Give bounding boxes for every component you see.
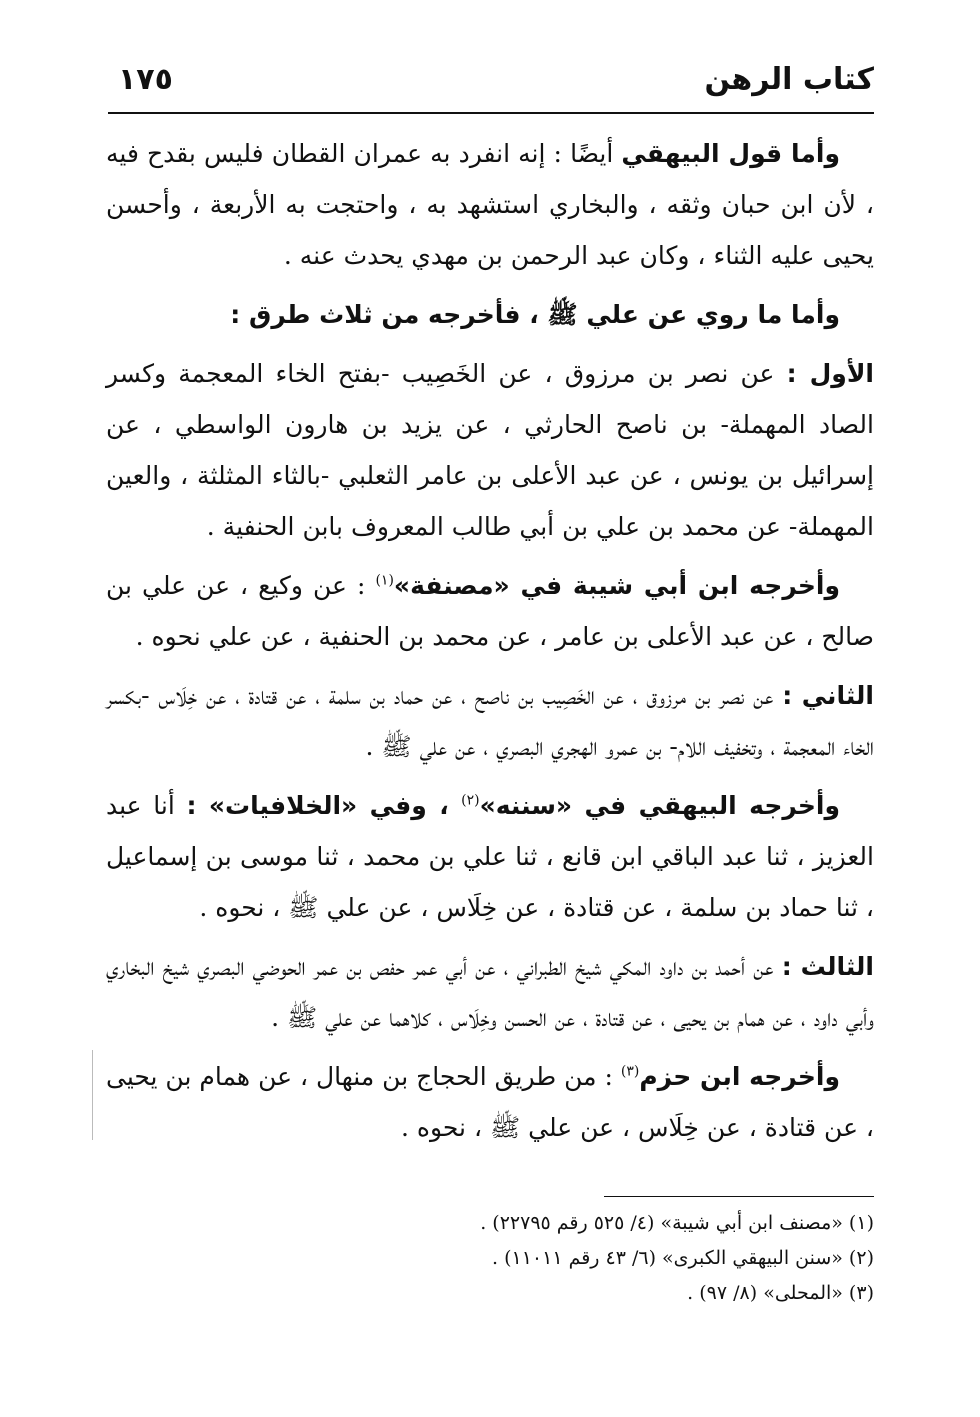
footnote-1: (١) «مصنف ابن أبي شيبة» (٤/ ٥٢٥ رقم ٢٢٧٩٥) . [480, 1212, 874, 1234]
book-title: كتاب الرهن [704, 62, 874, 97]
footnotes [106, 1206, 874, 1311]
footnote-ref[interactable]: (٣) [620, 1063, 640, 1080]
paragraph-lead: وأخرجه ابن أبي شيبة في «مصنفة» [393, 571, 841, 600]
paragraph-lead-continued: ، وفي «الخلافيات» : [186, 791, 462, 820]
paragraph-ibn-hazm [106, 1051, 874, 1153]
footnote-separator [604, 1196, 874, 1197]
main-text [106, 128, 874, 1161]
section-heading [106, 289, 874, 340]
paragraph-ibn-abi-shayba [106, 560, 874, 662]
paragraph-text: : من طريق الحجاج بن منهال ، عن همام بن يحيى ، عن قتادة ، عن خِلَاس ، عن علي ﷺ ، نحوه . [106, 1062, 874, 1142]
paragraph-lead: وأما قول البيهقي [621, 139, 840, 168]
paragraph-third-path [106, 941, 874, 1043]
paragraph-first-path [106, 348, 874, 552]
paragraph-text: أيضًا : إنه انفرد به عمران القطان فليس بقدح فيه ، لأن ابن حبان وثقه ، والبخاري استشهد به ، واحتجت به الأربعة ، وأحسن يحيى عليه الثناء ، وكان عبد الرحمن بن مهدي يحدث عنه . [106, 139, 874, 270]
paragraph-second-path [106, 670, 874, 772]
paragraph-lead: وأخرجه ابن حزم [639, 1062, 840, 1091]
footnote-ref[interactable]: (١) [375, 572, 394, 589]
paragraph-text: عن نصر بن مرزوق ، عن الخَصِيب -بفتح الخاء المعجمة وكسر الصاد المهملة- بن ناصح الحارثي ، عن يزيد بن هارون الواسطي ، عن إسرائيل بن يونس ، عن عبد الأعلى بن عامر الثعلبي -بالثاء المثلثة ، والعين المهملة- عن محمد بن علي بن أبي طالب المعروف بابن الحنفية . [106, 359, 874, 541]
paragraph-bayhaqi-critique [106, 128, 874, 281]
footnote-3: (٣) «المحلى» (٨/ ٩٧) . [687, 1282, 874, 1304]
paragraph-text: : عن وكيع ، عن علي بن صالح ، عن عبد الأعلى بن عامر ، عن محمد بن الحنفية ، عن علي نحوه . [106, 571, 874, 651]
paragraph-bayhaqi-sunan [106, 780, 874, 933]
paragraph-text: أنا عبد العزيز ، ثنا عبد الباقي ابن قانع ، ثنا علي بن محمد ، ثنا موسى بن إسماعيل ، ثنا حماد بن سلمة ، عن قتادة ، عن خِلَاس ، عن علي ﷺ ، نحوه . [106, 791, 874, 922]
paragraph-lead: الثاني : [782, 681, 874, 710]
paragraph-lead: الأول : [786, 359, 875, 388]
section-heading-text: وأما ما روي عن علي ﷺ ، فأخرجه من ثلاث طرق : [230, 300, 840, 329]
paragraph-lead: وأخرجه البيهقي في «سننه» [479, 791, 841, 820]
scan-edge-mark [92, 1050, 93, 1140]
header-rule [108, 112, 874, 114]
footnote-ref[interactable]: (٢) [461, 792, 480, 809]
paragraph-text: عن أحمد بن داود المكي شيخ الطبراني ، عن أبي عمر حفص بن عمر الحوضي البصري شيخ البخاري وأبي داود ، عن همام بن يحيى ، عن قتادة ، عن الحسن وخِلَاس ، كلاهما عن علي ﷺ . [106, 952, 874, 1032]
paragraph-text: عن نصر بن مرزوق ، عن الخَصِيب بن ناصح ، عن حماد بن سلمة ، عن قتادة ، عن خِلَاس -بكسر الخاء المعجمة ، وتخفيف اللام- بن عمرو الهجري البصري ، عن علي ﷺ . [106, 681, 874, 761]
footnote-2: (٢) «سنن البيهقي الكبرى» (٦/ ٤٣ رقم ١١٠١١) . [492, 1247, 874, 1269]
running-header [108, 58, 874, 110]
page-number: ١٧٥ [118, 62, 173, 97]
paragraph-lead: الثالث : [781, 952, 874, 981]
